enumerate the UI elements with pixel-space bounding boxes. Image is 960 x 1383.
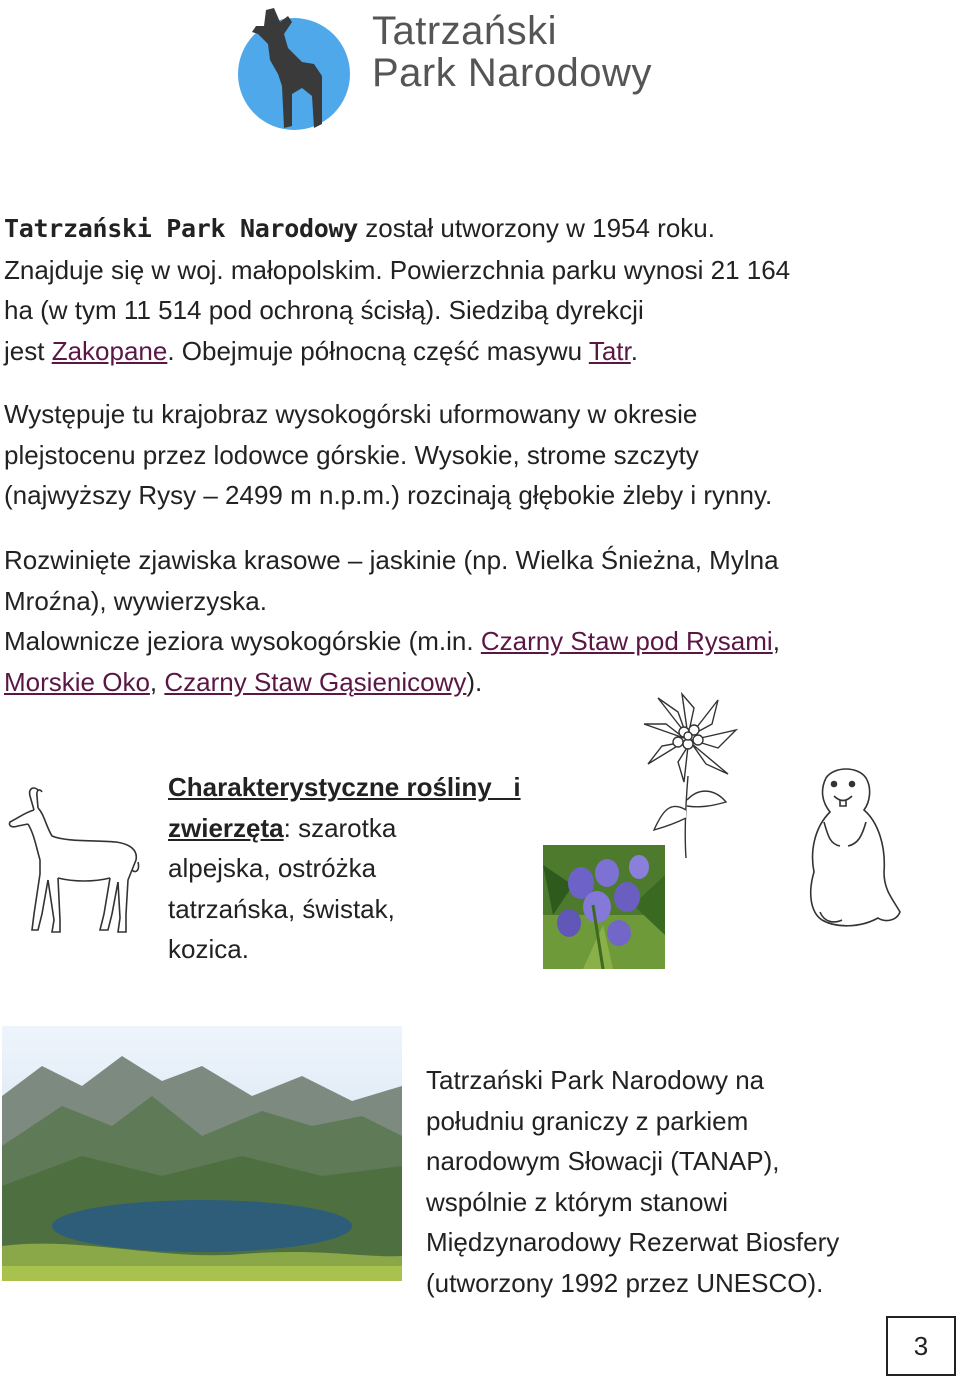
link-zakopane[interactable]: Zakopane (51, 335, 168, 366)
page-number: 3 (886, 1316, 956, 1376)
park-name-bold: Tatrzański Park Narodowy (4, 214, 359, 243)
link-morskie-oko[interactable]: Morskie Oko (4, 666, 150, 697)
border-paragraph: Tatrzański Park Narodowy na południu graniczy z parkiem narodowym Słowacji (TANAP), wspólnie z którym stanowi Międzynarodowy Rezerwat Biosfery (utworzony 1992 przez UNESCO). (426, 1065, 840, 1298)
intro-paragraph: Tatrzański Park Narodowy został utworzony w 1954 roku. Znajduje się w woj. małopolskim. Powierzchnia parku wynosi 21 164 ha (w tym 11 514 pod ochroną ścisłą). Siedzibą dyrekcji jest Zakopane. Obejmuje północną część masywu Tatr. (4, 213, 791, 366)
logo-wordmark (372, 10, 652, 94)
landscape-paragraph: Występuje tu krajobraz wysokogórski uformowany w okresie plejstocenu przez lodowce górskie. Wysokie, strome szczyty (najwyższy Rysy – 2499 m n.p.m.) rozcinają głębokie żleby i rynny. (4, 399, 773, 510)
karst-paragraph: Rozwinięte zjawiska krasowe – jaskinie (np. Wielka Śnieżna, Mylna Mroźna), wywierzyska. Malownicze jeziora wysokogórskie (m.in. Czarny Staw pod Rysami, Morskie Oko, Czarny Staw Gąsienicowy). (4, 545, 780, 697)
edelweiss-drawing (640, 690, 740, 860)
logo-line-2: Park Narodowy (372, 51, 652, 95)
mountain-lake-photo (2, 1026, 402, 1281)
link-tatry[interactable]: Tatr (588, 335, 631, 366)
marmot-drawing (800, 762, 904, 932)
chamois-drawing (4, 784, 142, 936)
flora-heading: Charakterystyczne rośliny i (168, 772, 521, 802)
bellflower-photo (543, 845, 665, 969)
logo-line-1: Tatrzański (372, 9, 558, 53)
link-czarny-staw-gasienicowy[interactable]: Czarny Staw Gąsienicowy (164, 666, 467, 697)
flora-fauna-paragraph: Charakterystyczne rośliny i zwierzęta: szarotka alpejska, ostróżka tatrzańska, świstak, kozica. (168, 767, 521, 970)
link-czarny-staw-pod-rysami[interactable]: Czarny Staw pod Rysami (480, 626, 773, 656)
park-logo-emblem (222, 4, 352, 132)
